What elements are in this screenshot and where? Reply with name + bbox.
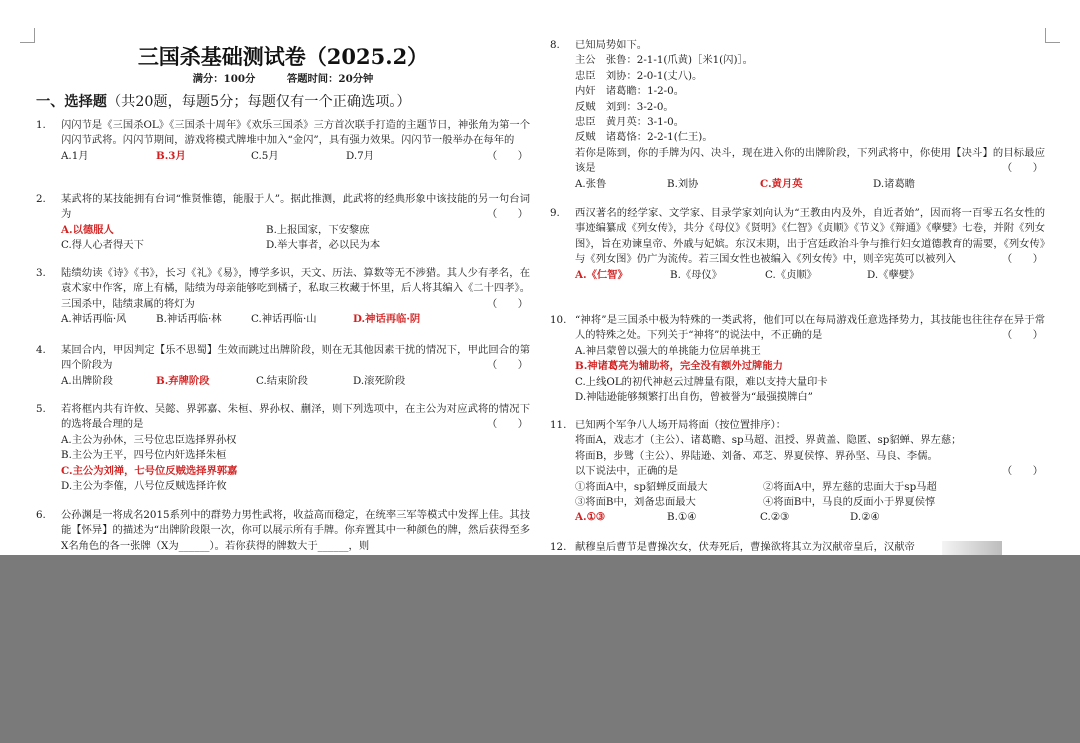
option-d: D.举大事者，必以民为本	[266, 239, 381, 252]
question-stem: “神将”是三国杀中极为特殊的一类武将，他们可以在每局游戏任意选择势力，其技能也往往存在异于常人的特殊之处。下列关于“神将”的说法中，不正确的是 （ ）	[575, 313, 1045, 344]
answer-paren: （ ）	[486, 418, 528, 431]
question-number: 5.	[36, 403, 46, 415]
option-c: C.上线OL的初代神赵云过牌量有限，难以支持大量印卡	[575, 375, 828, 388]
situation-line: 忠臣 刘协：2-0-1(丈八)。	[575, 69, 703, 82]
answer-paren: （ ）	[1001, 253, 1043, 266]
situation-line: 反贼 刘到：3-2-0。	[575, 100, 674, 113]
question-11	[550, 418, 1045, 526]
question-number: 9.	[550, 207, 560, 219]
situation-line: 内奸 诸葛瞻：1-2-0。	[575, 85, 684, 98]
option-c: C.②③	[760, 511, 790, 524]
statement-4: ④将面B中，马良的反面小于界夏侯惇	[763, 496, 936, 509]
question-5	[36, 402, 530, 494]
question-10	[550, 313, 1045, 405]
question-intro: 已知局势如下。	[575, 39, 648, 51]
question-number: 11.	[550, 419, 567, 431]
option-d: D.7月	[346, 149, 375, 162]
answer-paren: （ ）	[486, 359, 528, 372]
question-number: 12.	[550, 541, 567, 553]
question-stem: 献穆皇后曹节是曹操次女，伏寿死后，曹操欲将其立为汉献帝皇后，汉献帝	[575, 541, 915, 553]
section-desc: （共20题，每题5分；每题仅有一个正确选项。）	[106, 94, 411, 110]
option-a: A.出牌阶段	[61, 374, 113, 387]
option-d-answer: D.神话再临·阴	[353, 313, 421, 326]
question-2	[36, 192, 530, 254]
option-c: C.得人心者得天下	[61, 239, 144, 252]
question-stem: 西汉著名的经学家、文学家、目录学家刘向认为“王教由内及外，自近者始”，因而将一百零五名女性的事迹编纂成《列女传》，共分《母仪》《贤明》《仁智》《贞顺》《节义》《辩通》《孽嬖》七卷，并附《列女图》，旨在劝谏皇帝、外戚与妃嫔。东汉末期，出于宫廷政治斗争与推行妇女道德教育的需要，《列女传》与《列女图》仍广为流传。若三国女性也被编入《列女传》中，则辛宪英可以被列入 （ ）	[575, 206, 1045, 268]
question-6	[36, 508, 530, 554]
left-column	[36, 0, 530, 555]
option-a: A.主公为孙休，三号位忠臣选择界孙权	[61, 433, 237, 446]
situation-line: 忠臣 黄月英：3-1-0。	[575, 116, 684, 129]
gray-backdrop	[0, 555, 1080, 743]
right-column	[550, 0, 1045, 555]
option-a-answer: A.以德服人	[61, 223, 114, 236]
question-3	[36, 266, 530, 328]
question-number: 8.	[550, 39, 560, 51]
answer-paren: （ ）	[486, 208, 528, 221]
question-number: 6.	[36, 509, 46, 521]
answer-paren: （ ）	[486, 149, 528, 162]
watermark-blur	[942, 541, 1002, 555]
answer-paren: （ ）	[1001, 465, 1043, 478]
option-c: C.《贞顺》	[765, 268, 817, 281]
option-b: B.主公为王平，四号位内奸选择朱桓	[61, 449, 227, 462]
question-number: 1.	[36, 119, 46, 131]
option-b: B.刘协	[667, 177, 699, 190]
question-stem: 闪闪节是《三国杀OL》《三国杀十周年》《欢乐三国杀》三方首次联手打造的主题节日，神张角为第一个闪闪节武将。闪闪节期间，游戏将模式牌堆中加入“金闪”，具有强力效果。闪闪节一般举办在每年的 （ ）	[61, 118, 530, 149]
answer-paren: （ ）	[486, 297, 528, 310]
option-a: A.张鲁	[575, 177, 607, 190]
crop-mark-top-right	[1045, 28, 1060, 43]
option-c-answer: C.黄月英	[760, 177, 803, 190]
situation-line: 主公 张鲁：2-1-1(爪黄)［米1(闪)］。	[575, 54, 753, 67]
answer-paren: （ ）	[1001, 162, 1043, 175]
option-a: A.神吕蒙曾以强大的单挑能力位居单挑王	[575, 344, 761, 357]
option-row	[61, 149, 530, 164]
option-d: D.②④	[850, 511, 880, 524]
option-b: B.《母仪》	[670, 268, 723, 281]
option-c: C.结束阶段	[256, 374, 308, 387]
section-heading	[36, 93, 411, 111]
question-stem: 某武将的某技能拥有台词“惟贤惟德，能服于人”。据此推测，此武将的经典形象中该技能的另一句台词为 （ ）	[61, 192, 530, 223]
lineup-line: 将面A，戏志才（主公）、诸葛瞻、sp马超、沮授、界黄盖、隐匿、sp貂蝉、界左慈；	[575, 434, 962, 447]
option-d: D.主公为李傕，八号位反贼选择许攸	[61, 480, 227, 493]
question-9	[550, 206, 1045, 283]
option-a: A.1月	[61, 149, 89, 162]
question-intro: 已知两个军争八人场开局将面（按位置排序）：	[575, 419, 787, 431]
question-stem: 陆绩幼读《诗》《书》，长习《礼》《易》，博学多识，天文、历法、算数等无不涉猎。其人少有孝名，在袁术家中作客，席上有橘，陆绩为母亲能够吃到橘子，私取三枚藏于怀里，后人将其编入《二十四孝》。三国杀中，陆绩隶属的将灯为 （ ）	[61, 266, 530, 312]
question-stem: 公孙渊是一将成名2015系列中的群势力男性武将，收益高而稳定，在统率三军等模式中发挥上佳。其技能【怀异】的描述为“出牌阶段限一次，你可以展示所有手牌。你弃置其中一种颜色的牌，然后获得至多X名角色的各一张牌（X为______）。若你获得的牌数大于______，则	[61, 509, 530, 552]
question-8	[550, 38, 1045, 192]
statement-3: ③将面B中，刘备忠面最大	[575, 496, 696, 509]
exam-meta	[36, 72, 530, 87]
option-d: D.《孽嬖》	[867, 268, 920, 281]
answer-time: 答题时间：20分钟	[286, 73, 374, 85]
section-label: 一、选择题	[36, 94, 107, 110]
question-1	[36, 118, 530, 164]
lineup-line: 将面B，步骘（主公）、界陆逊、刘备、邓芝、界夏侯惇、界孙坚、马良、李儒。	[575, 449, 938, 462]
option-d: D.滚死阶段	[353, 374, 406, 387]
question-4	[36, 343, 530, 389]
option-c-answer: C.主公为刘禅，七号位反贼选择界郭嘉	[61, 464, 238, 477]
question-stem: 若你是陈到，你的手牌为闪、决斗，现在进入你的出牌阶段，下列武将中，你使用【决斗】的目标最应该是 （ ）	[575, 146, 1045, 177]
question-stem: 以下说法中，正确的是 （ ）	[575, 464, 1045, 479]
question-number: 10.	[550, 314, 567, 326]
situation-line: 反贼 诸葛恪：2-2-1(仁王)。	[575, 131, 713, 144]
crop-mark-top-left	[20, 28, 35, 43]
option-b-answer: B.弃牌阶段	[156, 374, 210, 387]
option-a: A.神话再临·风	[61, 313, 127, 326]
option-d: D.神陆逊能够频繁打出自伤，曾被誉为“最强摸牌白”	[575, 391, 813, 404]
option-b-answer: B.神诸葛亮为辅助将，完全没有额外过牌能力	[575, 360, 783, 373]
full-score: 满分：100分	[192, 73, 256, 85]
option-b: B.上报国家，下安黎庶	[266, 223, 370, 236]
option-b-answer: B.3月	[156, 149, 186, 162]
question-stem: 某回合内，甲因判定【乐不思蜀】生效而跳过出牌阶段，则在无其他因素干扰的情况下，甲此回合的第四个阶段为 （ ）	[61, 343, 530, 374]
option-a-answer: A.①③	[575, 511, 606, 524]
question-stem: 若将框内共有许攸、吴懿、界郭嘉、朱桓、界孙权、蒯泽，则下列选项中，在主公为对应武将的情况下的选将最合理的是 （ ）	[61, 402, 530, 433]
question-number: 4.	[36, 344, 46, 356]
question-number: 2.	[36, 193, 46, 205]
statement-2: ②将面A中，界左慈的忠面大于sp马超	[763, 480, 937, 493]
option-b: B.①④	[667, 511, 697, 524]
exam-title: 三国杀基础测试卷（2025.2）	[137, 44, 429, 69]
statement-1: ①将面A中，sp貂蝉反面最大	[575, 480, 708, 493]
question-number: 3.	[36, 267, 46, 279]
option-b: B.神话再临·林	[156, 313, 222, 326]
option-c: C.神话再临·山	[251, 313, 317, 326]
option-d: D.诸葛瞻	[873, 177, 916, 190]
option-a-answer: A.《仁智》	[575, 268, 628, 281]
answer-paren: （ ）	[1001, 329, 1043, 342]
option-c: C.5月	[251, 149, 279, 162]
